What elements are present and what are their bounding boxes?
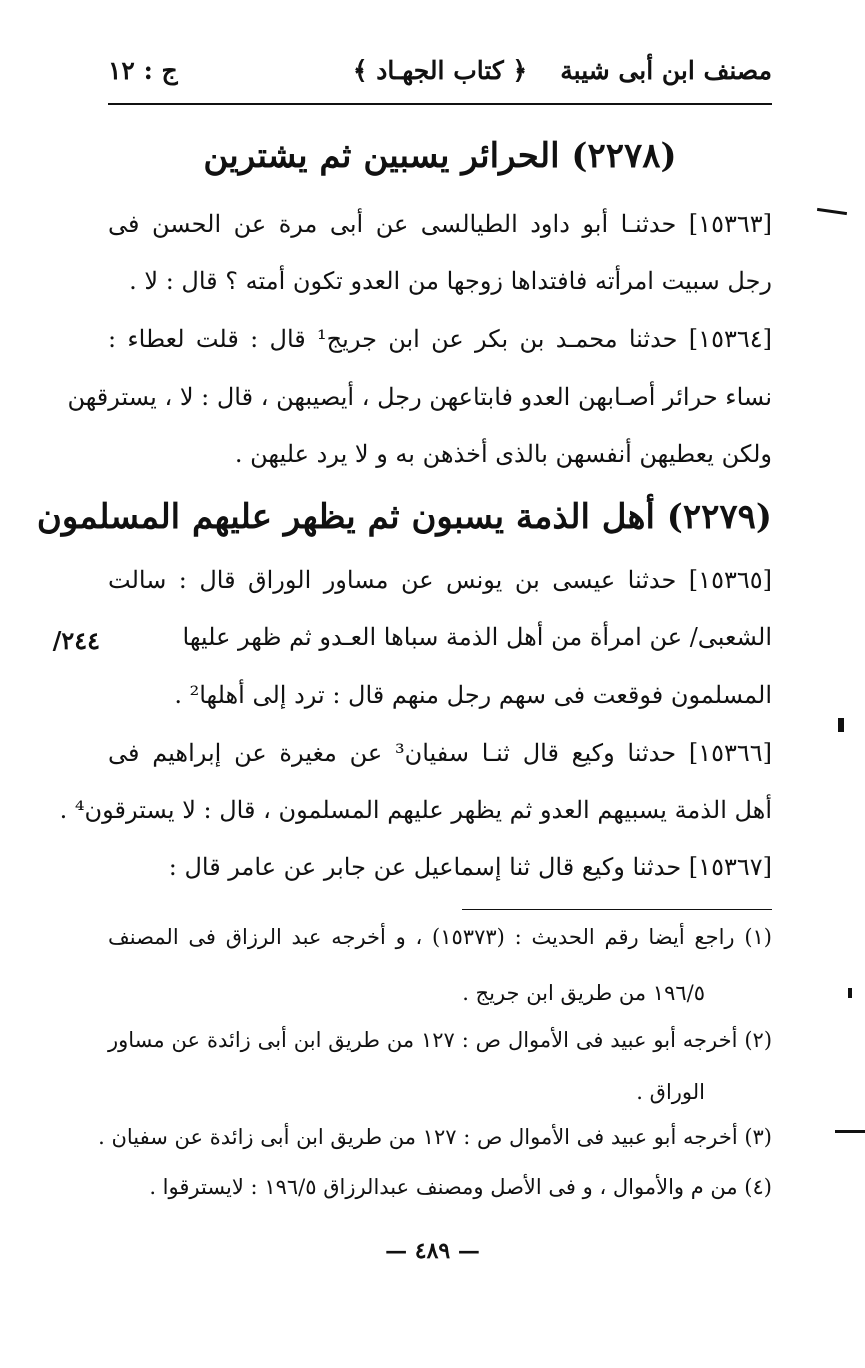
header-book-title: مصنف ابن أبى شيبة <box>560 56 772 85</box>
margin-mark <box>848 988 852 998</box>
footnote-line: ١٩٦/٥ من طريق ابن جريج . <box>462 981 705 1005</box>
text-line: [١٥٣٦٤] حدثنا محمـد بن بكر عن ابن جريج¹ قال : قلت لعطاء : <box>108 325 772 353</box>
margin-mark <box>817 208 847 215</box>
page-number: — ٤٨٩ — <box>385 1238 480 1264</box>
text-line: [١٥٣٦٦] حدثنا وكيع قال ثنـا سفيان³ عن مغيرة عن إبراهيم فى <box>108 739 773 767</box>
text-line: رجل سبيت امرأته فافتداها زوجها من العدو تكون أمته ؟ قال : لا . <box>129 267 772 295</box>
chapter-heading: (٢٢٧٩) أهل الذمة يسبون ثم يظهر عليهم المسلمون <box>36 497 772 537</box>
running-header <box>108 56 772 100</box>
text-line: نساء حرائر أصـابهن العدو فابتاعهن رجل ، أيصيبهن ، قال : لا ، يسترقهن <box>67 383 772 411</box>
footnote-line: الوراق . <box>636 1080 705 1104</box>
footnote-rule <box>462 909 772 910</box>
footnote-line: (٢) أخرجه أبو عبيد فى الأموال ص : ١٢٧ من طريق ابن أبى زائدة عن مساور <box>108 1028 773 1052</box>
footnote-line: (١) راجع أيضا رقم الحديث : (١٥٣٧٣) ، و أخرجه عبد الرزاق فى المصنف <box>108 925 772 949</box>
header-rule <box>108 103 772 105</box>
text-line: أهل الذمة يسبيهم العدو ثم يظهر عليهم المسلمون ، قال : لا يسترقون⁴ . <box>59 796 772 824</box>
chapter-heading: (٢٢٧٨) الحرائر يسبين ثم يشترين <box>203 136 677 176</box>
footnote-line: (٣) أخرجه أبو عبيد فى الأموال ص : ١٢٧ من طريق ابن أبى زائدة عن سفيان . <box>98 1125 772 1149</box>
text-line: [١٥٣٦٥] حدثنا عيسى بن يونس عن مساور الوراق قال : سالت <box>108 566 772 594</box>
margin-mark <box>838 718 844 732</box>
margin-note: ٢٤٤/ <box>52 626 100 655</box>
text-line: [١٥٣٦٧] حدثنا وكيع قال ثنا إسماعيل عن جابر عن عامر قال : <box>168 853 772 881</box>
header-chapter-title: ﴿ كتاب الجهـاد ﴾ <box>352 56 528 85</box>
margin-mark <box>835 1130 865 1133</box>
text-line: المسلمون فوقعت فى سهم رجل منهم قال : ترد إلى أهلها² . <box>174 681 772 709</box>
header-volume: ج : ١٢ <box>108 56 178 85</box>
text-line: [١٥٣٦٣] حدثنـا أبو داود الطيالسى عن أبى مرة عن الحسن فى <box>108 210 772 238</box>
text-line: الشعبى/ عن امرأة من أهل الذمة سباها العـدو ثم ظهر عليها <box>182 623 772 651</box>
text-line: ولكن يعطيهن أنفسهن بالذى أخذهن به و لا يرد عليهن . <box>234 440 772 468</box>
footnote-line: (٤) من م والأموال ، و فى الأصل ومصنف عبدالرزاق ١٩٦/٥ : لايسترقوا . <box>149 1175 772 1199</box>
